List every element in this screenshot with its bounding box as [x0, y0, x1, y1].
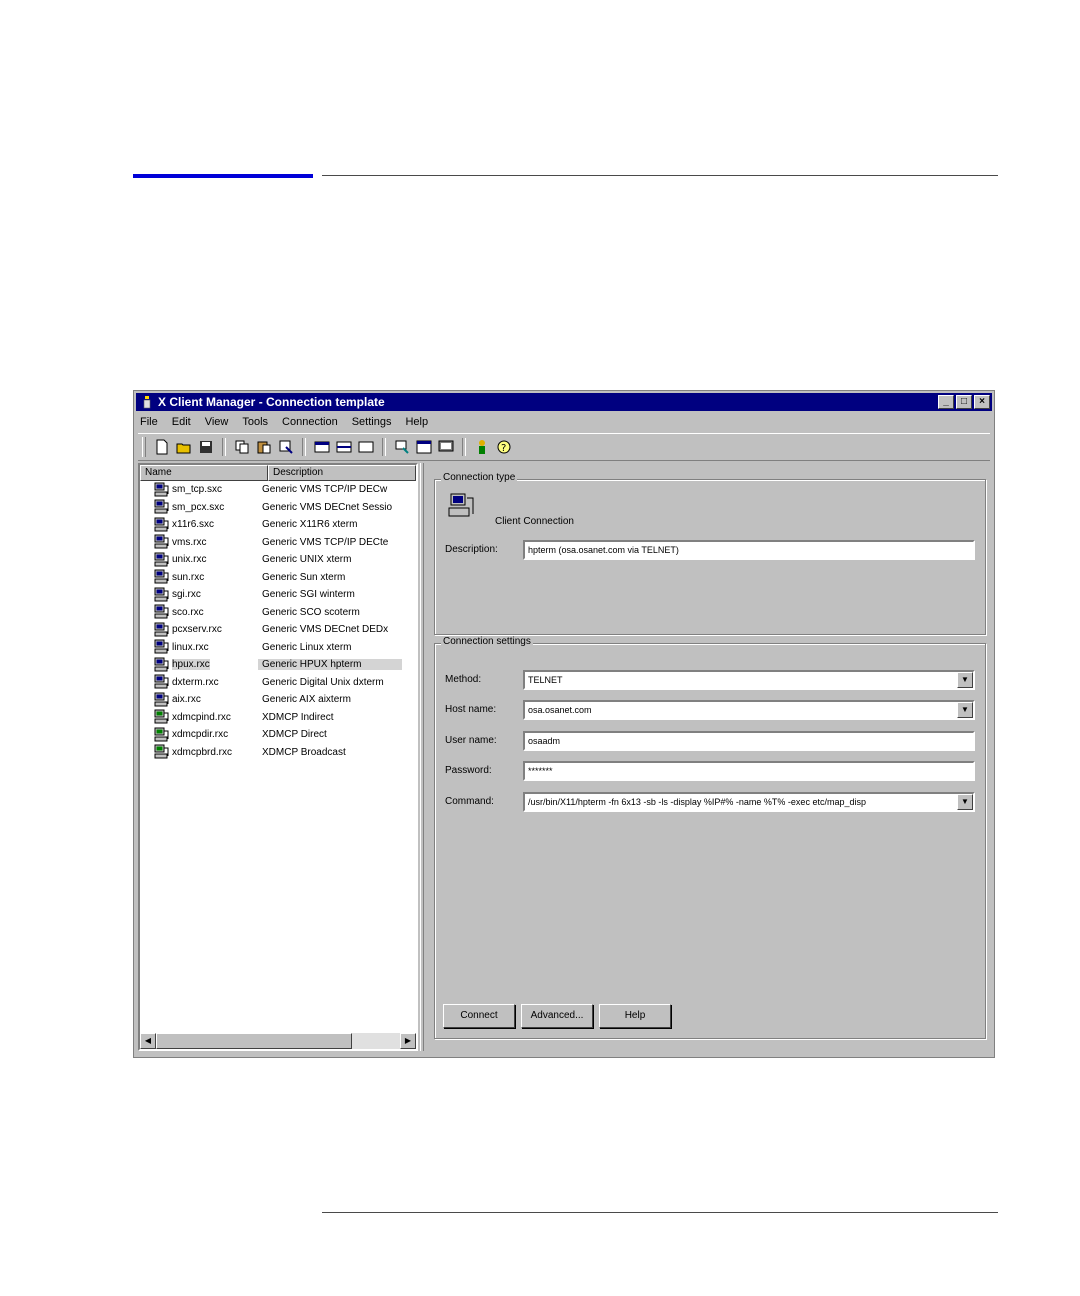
client-icon[interactable]: [394, 439, 410, 455]
list-item-description: XDMCP Direct: [262, 729, 327, 741]
list-item-name: sun.rxc: [172, 571, 205, 583]
client-connection-icon: [154, 534, 170, 550]
footer-rule: [322, 1212, 998, 1213]
toolbar-separator: [462, 438, 466, 456]
list-item-name: xdmcpdir.rxc: [172, 729, 229, 741]
client-connection-icon: [154, 604, 170, 620]
command-label: Command:: [445, 796, 494, 807]
toolbar-grip[interactable]: [142, 437, 146, 457]
list-item[interactable]: [140, 674, 416, 692]
connection-type-value: Client Connection: [495, 516, 574, 527]
menu-settings[interactable]: Settings: [351, 416, 392, 428]
list-item[interactable]: [140, 481, 416, 499]
client-connection-icon: [154, 657, 170, 673]
client-connection-icon: [154, 552, 170, 568]
minimize-button[interactable]: _: [938, 395, 954, 409]
list-item-description: Generic UNIX xterm: [262, 554, 352, 566]
list-item-name: sco.rxc: [172, 606, 204, 618]
list-item-description: Generic X11R6 xterm: [262, 519, 358, 531]
help-icon[interactable]: [496, 439, 512, 455]
list-item-name: sgi.rxc: [172, 589, 201, 601]
list-item-description: Generic VMS DECnet Sessio: [262, 501, 393, 513]
password-field[interactable]: *******: [523, 761, 975, 781]
xdmcp-connection-icon: [154, 744, 170, 760]
client-connection-icon: [154, 482, 170, 498]
menu-file[interactable]: File: [140, 416, 158, 428]
client-connection-icon: [154, 587, 170, 603]
connection-type-group: [434, 472, 986, 635]
command-dropdown-button[interactable]: ▼: [957, 794, 973, 810]
close-button[interactable]: ×: [974, 395, 990, 409]
list-item-description: XDMCP Broadcast: [262, 746, 346, 758]
maximize-button[interactable]: □: [956, 395, 972, 409]
client-connection-icon: [154, 692, 170, 708]
scroll-right-button[interactable]: ▶: [400, 1033, 416, 1049]
open-icon[interactable]: [176, 439, 192, 455]
paste-icon[interactable]: [256, 439, 272, 455]
scroll-left-button[interactable]: ◀: [140, 1033, 156, 1049]
header-blue-rule: [133, 174, 313, 178]
list-item-description: Generic HPUX hpterm: [258, 659, 402, 670]
toolbar-separator: [222, 438, 226, 456]
connection-settings-label: Connection settings: [443, 636, 531, 647]
help-button[interactable]: Help: [599, 1004, 671, 1028]
toolbar-separator: [382, 438, 386, 456]
list-item-description: Generic VMS DECnet DEDx: [262, 624, 389, 636]
client-connection-icon: [154, 674, 170, 690]
list-item-description: Generic Sun xterm: [262, 571, 346, 583]
connection-type-label: Connection type: [443, 472, 516, 483]
list-item-name: dxterm.rxc: [172, 676, 219, 688]
list-item[interactable]: [140, 499, 416, 517]
header-rule: [322, 175, 998, 176]
small-icons-icon[interactable]: [336, 439, 352, 455]
menu-help[interactable]: Help: [405, 416, 429, 428]
list-item[interactable]: [140, 516, 416, 534]
method-label: Method:: [445, 674, 482, 685]
connect-button[interactable]: Connect: [443, 1004, 515, 1028]
window-title: X Client Manager - Connection template: [158, 395, 385, 409]
menu-view[interactable]: View: [204, 416, 229, 428]
new-icon[interactable]: [154, 439, 170, 455]
connection-settings-group: [434, 636, 986, 1039]
list-item-name: sm_tcp.sxc: [172, 484, 223, 496]
list-item-name: aix.rxc: [172, 694, 201, 706]
list-item[interactable]: [140, 586, 416, 604]
column-header-name[interactable]: Name: [140, 465, 268, 481]
list-item-description: Generic SGI winterm: [262, 589, 355, 601]
list-item-name: sm_pcx.sxc: [172, 501, 225, 513]
properties-icon[interactable]: [278, 439, 294, 455]
command-select[interactable]: [523, 792, 975, 812]
host-name-dropdown-button[interactable]: ▼: [957, 702, 973, 718]
list-item-name: pcxserv.rxc: [172, 624, 222, 636]
client-connection-icon: [154, 639, 170, 655]
list-item-name: unix.rxc: [172, 554, 207, 566]
list-item[interactable]: [140, 621, 416, 639]
list-item-name: linux.rxc: [172, 641, 209, 653]
list-item-description: Generic VMS TCP/IP DECte: [262, 536, 389, 548]
save-icon[interactable]: [198, 439, 214, 455]
xdmcp-connection-icon: [154, 727, 170, 743]
xclient-manager-window: [133, 390, 995, 1058]
advanced-button[interactable]: Advanced...: [521, 1004, 593, 1028]
method-value: TELNET: [528, 675, 563, 685]
list-item-name: x11r6.sxc: [172, 519, 215, 531]
person-icon[interactable]: [474, 439, 490, 455]
toolbar-separator: [302, 438, 306, 456]
pane-splitter[interactable]: [420, 463, 424, 1051]
user-name-label: User name:: [445, 735, 497, 746]
description-field[interactable]: hpterm (osa.osanet.com via TELNET): [523, 540, 975, 560]
list-item[interactable]: [140, 569, 416, 587]
client-connection-icon: [154, 517, 170, 533]
list-icon[interactable]: [358, 439, 374, 455]
command-value: /usr/bin/X11/hpterm -fn 6x13 -sb -ls -display %IP#% -name %T% -exec etc/map_disp: [528, 797, 866, 807]
column-header-description[interactable]: Description: [268, 465, 416, 481]
list-item-description: Generic Linux xterm: [262, 641, 352, 653]
scroll-thumb[interactable]: [156, 1033, 352, 1049]
method-select[interactable]: [523, 670, 975, 690]
title-bar[interactable]: [136, 393, 992, 411]
details-pane: [428, 463, 990, 1051]
list-item[interactable]: [140, 551, 416, 569]
horizontal-scrollbar[interactable]: [140, 1033, 416, 1049]
list-item-name: hpux.rxc: [172, 659, 210, 671]
menu-tools[interactable]: Tools: [242, 416, 269, 428]
host-name-label: Host name:: [445, 704, 497, 715]
list-item-name: xdmcpbrd.rxc: [172, 746, 233, 758]
client-connection-icon: [154, 569, 170, 585]
list-item-name: xdmcpind.rxc: [172, 711, 231, 723]
client-connection-icon: [447, 492, 477, 522]
large-icons-icon[interactable]: [314, 439, 330, 455]
list-item[interactable]: [140, 534, 416, 552]
list-item[interactable]: [140, 709, 416, 727]
client-connection-icon: [154, 622, 170, 638]
list-item-description: Generic Digital Unix dxterm: [262, 676, 384, 688]
password-label: Password:: [445, 765, 492, 776]
list-item[interactable]: [140, 744, 416, 762]
host-name-select[interactable]: [523, 700, 975, 720]
list-item[interactable]: [140, 604, 416, 622]
monitor-icon[interactable]: [438, 439, 454, 455]
list-item-description: Generic VMS TCP/IP DECw: [262, 484, 388, 496]
xdmcp-connection-icon: [154, 709, 170, 725]
list-item-description: Generic SCO scoterm: [262, 606, 360, 618]
menu-bar: [138, 413, 430, 431]
user-name-field[interactable]: osaadm: [523, 731, 975, 751]
method-dropdown-button[interactable]: ▼: [957, 672, 973, 688]
client-connection-icon: [154, 499, 170, 515]
list-item[interactable]: [140, 656, 416, 674]
list-item[interactable]: [140, 726, 416, 744]
host-name-value: osa.osanet.com: [528, 705, 592, 715]
list-rows: [140, 481, 416, 761]
list-item-name: vms.rxc: [172, 536, 207, 548]
toolbar: [138, 433, 990, 461]
connection-list[interactable]: [138, 463, 418, 1051]
list-item-description: XDMCP Indirect: [262, 711, 334, 723]
list-item[interactable]: [140, 639, 416, 657]
window-icon[interactable]: [416, 439, 432, 455]
menu-edit[interactable]: Edit: [171, 416, 191, 428]
list-item-description: Generic AIX aixterm: [262, 694, 351, 706]
svg-text:?: ?: [501, 443, 507, 454]
description-label: Description:: [445, 544, 498, 555]
menu-connection[interactable]: Connection: [282, 416, 338, 428]
app-icon: [140, 395, 154, 409]
copy-icon[interactable]: [234, 439, 250, 455]
list-item[interactable]: [140, 691, 416, 709]
